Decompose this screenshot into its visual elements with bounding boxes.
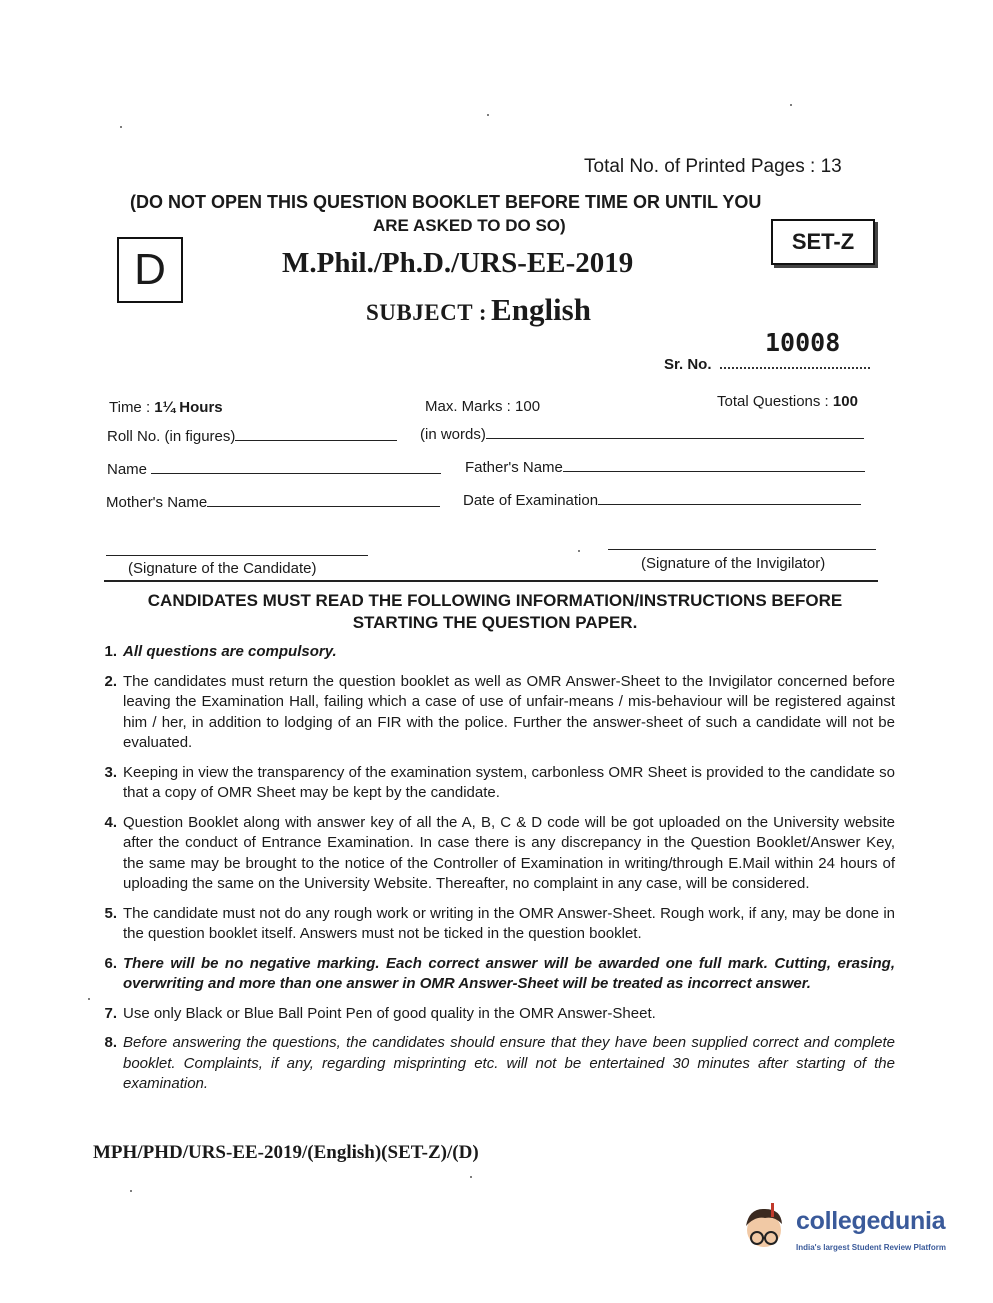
father-name-label: Father's Name	[465, 459, 563, 476]
time-info	[109, 399, 223, 416]
instruction-item	[95, 672, 895, 754]
exam-title: M.Phil./Ph.D./URS-EE-2019	[282, 247, 634, 279]
roll-words-field[interactable]	[420, 426, 864, 443]
scan-speck	[130, 1190, 132, 1192]
scan-speck	[470, 1176, 472, 1178]
mother-name-line[interactable]	[207, 505, 440, 507]
candidate-signature-line[interactable]	[106, 555, 368, 556]
invigilator-signature-line[interactable]	[608, 549, 876, 550]
roll-figures-field[interactable]	[107, 428, 397, 445]
instruction-number: 5.	[104, 904, 117, 922]
name-field[interactable]	[107, 461, 441, 478]
subject-value: English	[491, 292, 591, 327]
roll-words-label: (in words)	[420, 426, 486, 443]
instruction-text: There will be no negative marking. Each correct answer will be awarded one full mark. Cutting, erasing, overwriting and more than one answer in OMR Answer-Sheet will be treated as incorrect answer.	[123, 954, 895, 992]
footer-code: MPH/PHD/URS-EE-2019/(English)(SET-Z)/(D)	[93, 1142, 479, 1163]
scan-speck	[578, 550, 580, 552]
mother-name-label: Mother's Name	[106, 494, 208, 511]
instruction-number: 2.	[104, 672, 117, 690]
date-exam-line[interactable]	[598, 503, 861, 505]
instructions-heading	[100, 590, 890, 634]
instruction-number: 7.	[104, 1004, 117, 1022]
instruction-item	[95, 642, 895, 663]
instruction-number: 3.	[104, 763, 117, 781]
instruction-item	[95, 1004, 895, 1025]
total-pages: Total No. of Printed Pages : 13	[584, 156, 842, 177]
time-value: 1¼ Hours	[154, 399, 223, 416]
brand-name: collegedunia	[796, 1207, 946, 1235]
time-label: Time :	[109, 399, 155, 416]
mother-name-field[interactable]	[106, 494, 440, 511]
date-exam-field[interactable]	[463, 492, 861, 509]
max-marks: Max. Marks : 100	[425, 398, 541, 415]
instruction-text: Before answering the questions, the candidates should ensure that they have been supplied correct and complete booklet. Complaints, if any, regarding misprinting etc. will not be entertained 30 minutes after starting of the examination.	[123, 1034, 895, 1092]
notice-line-2: ARE ASKED TO DO SO)	[373, 216, 566, 235]
roll-words-line[interactable]	[486, 437, 864, 439]
subject-line	[366, 292, 591, 328]
serial-number: 10008	[765, 328, 841, 357]
section-divider	[104, 580, 878, 582]
date-exam-label: Date of Examination	[463, 492, 599, 509]
name-label: Name	[107, 461, 148, 478]
instruction-item	[95, 904, 895, 945]
instruction-text: All questions are compulsory.	[123, 643, 337, 660]
set-box: SET-Z	[771, 219, 875, 265]
father-name-line[interactable]	[563, 470, 865, 472]
instruction-item	[95, 813, 895, 895]
instruction-item	[95, 763, 895, 804]
total-questions-label: Total Questions :	[717, 393, 833, 410]
instruction-text: The candidate must not do any rough work or writing in the OMR Answer-Sheet. Rough work, if any, may be done in the question booklet itself. Answers must not be ticked in the question booklet.	[123, 904, 895, 942]
instruction-number: 4.	[104, 813, 117, 831]
do-not-open-notice	[130, 190, 870, 238]
instruction-number: 6.	[104, 954, 117, 972]
instruction-item	[95, 1033, 895, 1095]
instructions-heading-line-1: CANDIDATES MUST READ THE FOLLOWING INFORMATION/INSTRUCTIONS BEFORE	[147, 591, 843, 610]
roll-figures-label: Roll No. (in figures)	[107, 428, 236, 445]
scan-speck	[88, 998, 90, 1000]
total-questions	[717, 393, 858, 410]
instruction-text: Question Booklet along with answer key of all the A, B, C & D code will be got uploaded on the University website after the conduct of Entrance Examination. In case there is any discrepancy in the Question Booklet/Answer Key, the same may be brought to the notice of the Controller of Examination in writing/through E.Mail within 24 hours of uploading the same on the University Website. Thereafter, no complaint in any case, will be considered.	[123, 813, 895, 892]
total-questions-value: 100	[832, 393, 858, 410]
candidate-signature-label: (Signature of the Candidate)	[128, 560, 317, 577]
instruction-text: Use only Black or Blue Ball Point Pen of good quality in the OMR Answer-Sheet.	[123, 1004, 656, 1022]
subject-label: SUBJECT :	[366, 300, 488, 325]
scan-speck	[120, 126, 122, 128]
booklet-code-box: D	[117, 237, 183, 303]
instruction-text: Keeping in view the transparency of the examination system, carbonless OMR Sheet is provided to the candidate so that a copy of OMR Sheet may be kept by the candidate.	[123, 763, 895, 801]
instructions-heading-line-2: STARTING THE QUESTION PAPER.	[352, 613, 638, 632]
instruction-text: The candidates must return the question booklet as well as OMR Answer-Sheet to the Invigilator concerned before leaving the Examination Hall, failing which a case of use of unfair-means / mis-behaviour will be registered against him / her, in addition to lodging of an FIR with the police. Further the answer-sheet of such a candidate will not be evaluated.	[123, 672, 895, 751]
instructions-list	[95, 642, 895, 1104]
serial-label: Sr. No.	[664, 356, 712, 373]
serial-row	[664, 356, 870, 373]
instruction-number: 8.	[104, 1034, 117, 1051]
father-name-field[interactable]	[465, 459, 865, 476]
name-line[interactable]	[151, 472, 441, 474]
notice-line-1: (DO NOT OPEN THIS QUESTION BOOKLET BEFORE TIME OR UNTIL YOU	[130, 192, 762, 212]
instruction-number: 1.	[104, 643, 117, 660]
instruction-item	[95, 954, 895, 995]
scan-speck	[790, 104, 792, 106]
invigilator-signature-label: (Signature of the Invigilator)	[641, 555, 826, 572]
serial-dotted-line	[720, 367, 870, 369]
roll-figures-line[interactable]	[235, 439, 397, 441]
brand-tagline: India's largest Student Review Platform	[796, 1243, 946, 1252]
student-mascot-icon	[735, 1200, 793, 1258]
scan-speck	[487, 114, 489, 116]
